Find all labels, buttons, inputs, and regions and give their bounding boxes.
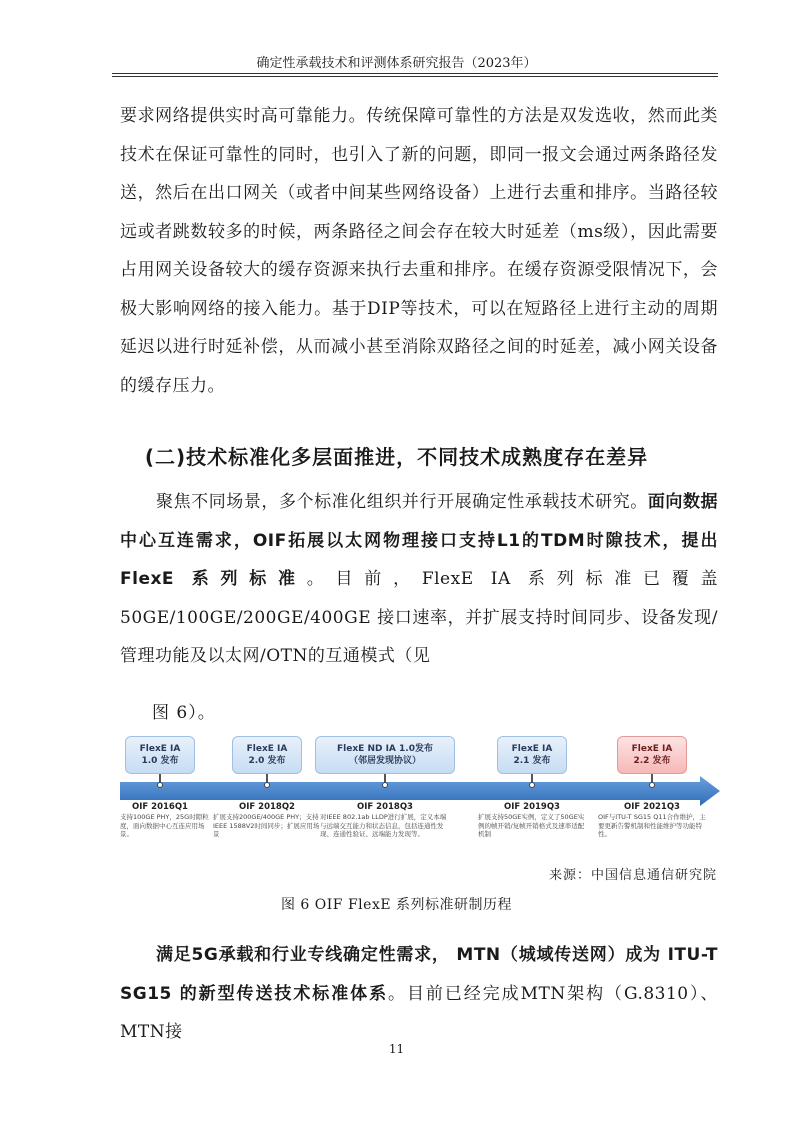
- milestone-subtitle: 2.1 发布: [513, 756, 551, 766]
- paragraph-flexe-rest: 。目前，FlexE IA 系列标准已覆盖50GE/100GE/200GE/400GE 接口速率，并扩展支持时间同步、设备发现/管理功能及以太网/OTN的互通模式（见: [120, 569, 719, 666]
- header-rule: [112, 73, 718, 74]
- milestone-description: 扩展支持50GE实例，定义了50GE实例的帧开销/复帧开销格式及速率适配机制: [478, 813, 585, 838]
- milestone-date: OIF 2018Q3: [357, 802, 413, 812]
- paragraph-mtn: [120, 936, 718, 1052]
- milestone-dot: [382, 782, 388, 788]
- milestone-subtitle: 2.0 发布: [248, 756, 286, 766]
- milestone-dot: [529, 782, 535, 788]
- milestone-subtitle: 2.2 发布: [633, 756, 671, 766]
- paragraph-flexe-intro: 聚焦不同场景，多个标准化组织并行开展确定性承载技术研究。: [156, 492, 648, 512]
- milestone-title: FlexE IA: [631, 744, 673, 754]
- milestone-title: FlexE IA: [246, 744, 288, 754]
- milestone-subtitle: （邻居发现协议）: [348, 756, 421, 766]
- milestone-date: OIF 2019Q3: [504, 802, 560, 812]
- milestone-description: 支持100GE PHY，25G时隙粒度，面向数据中心互连应用场景。: [120, 813, 209, 838]
- milestone-dot: [649, 782, 655, 788]
- milestone-description: 对IEEE 802.1ab LLDP进行扩展，定义本端与远端交互能力和状态信息，包括连通性发现、连通性验证、远端能力发现等。: [320, 813, 447, 838]
- header-rule-secondary: [112, 76, 718, 77]
- milestone-box-3: [315, 736, 455, 774]
- milestone-description: OIF与ITU-T SG15 Q11合作维护，主要更新告警机制和性能维护等功能特性。: [598, 813, 706, 838]
- milestone-date: OIF 2018Q2: [239, 802, 295, 812]
- flexe-timeline-figure: [120, 728, 720, 858]
- paragraph-mtn-bold: 满足5G承载和行业专线确定性需求， MTN（城域传送网）成为 ITU-T SG15 的新型传送技术标准体系: [120, 945, 718, 1004]
- paragraph-flexe-bold: 面向数据中心互连需求，OIF拓展以太网物理接口支持L1的TDM时隙技术，提出 FlexE 系列标准: [120, 492, 719, 589]
- milestone-date: OIF 2016Q1: [132, 802, 188, 812]
- paragraph-reliability: 要求网络提供实时高可靠能力。传统保障可靠性的方法是双发选收，然而此类技术在保证可靠性的同时，也引入了新的问题，即同一报文会通过两条路径发送，然后在出口网关（或者中间某些网络设备）上进行去重和排序。当路径较远或者跳数较多的时候，两条路径之间会存在较大时延差（ms级），因此需要占用网关设备较大的缓存资源来执行去重和排序。在缓存资源受限情况下，会极大影响网络的接入能力。基于DIP等技术，可以在短路径上进行主动的周期延迟以进行时延补偿，从而减小甚至消除双路径之间的时延差，减小网关设备的缓存压力。: [120, 106, 718, 396]
- milestone-box-4: [497, 736, 567, 774]
- milestone-dot: [264, 782, 270, 788]
- milestone-title: FlexE IA: [139, 744, 181, 754]
- page-number: 11: [388, 1042, 405, 1056]
- paragraph-flexe: [120, 483, 718, 676]
- milestone-box-2: [232, 736, 302, 774]
- milestone-description: 扩展支持200GE/400GE PHY；支持IEEE 1588V2时间同步；扩展应用场景: [213, 813, 320, 838]
- milestone-dot: [157, 782, 163, 788]
- figure-source: 来源：中国信息通信研究院: [548, 868, 717, 883]
- paragraph-mtn-rest: 。目前已经完成MTN架构（G.8310）、MTN接: [120, 983, 718, 1042]
- page-header-title: 确定性承载技术和评测体系研究报告（2023年）: [256, 56, 537, 71]
- figure-reference: 图 6）。: [152, 703, 216, 723]
- milestone-box-1: [125, 736, 195, 774]
- milestone-box-5: [617, 736, 687, 774]
- milestone-date: OIF 2021Q3: [624, 802, 680, 812]
- figure-caption: 图 6 OIF FlexE 系列标准研制历程: [280, 897, 513, 913]
- section-heading: (二)技术标准化多层面推进，不同技术成熟度存在差异: [144, 445, 649, 469]
- milestone-subtitle: 1.0 发布: [141, 756, 179, 766]
- milestone-title: FlexE IA: [511, 744, 553, 754]
- milestone-title: FlexE ND IA 1.0发布: [337, 744, 433, 754]
